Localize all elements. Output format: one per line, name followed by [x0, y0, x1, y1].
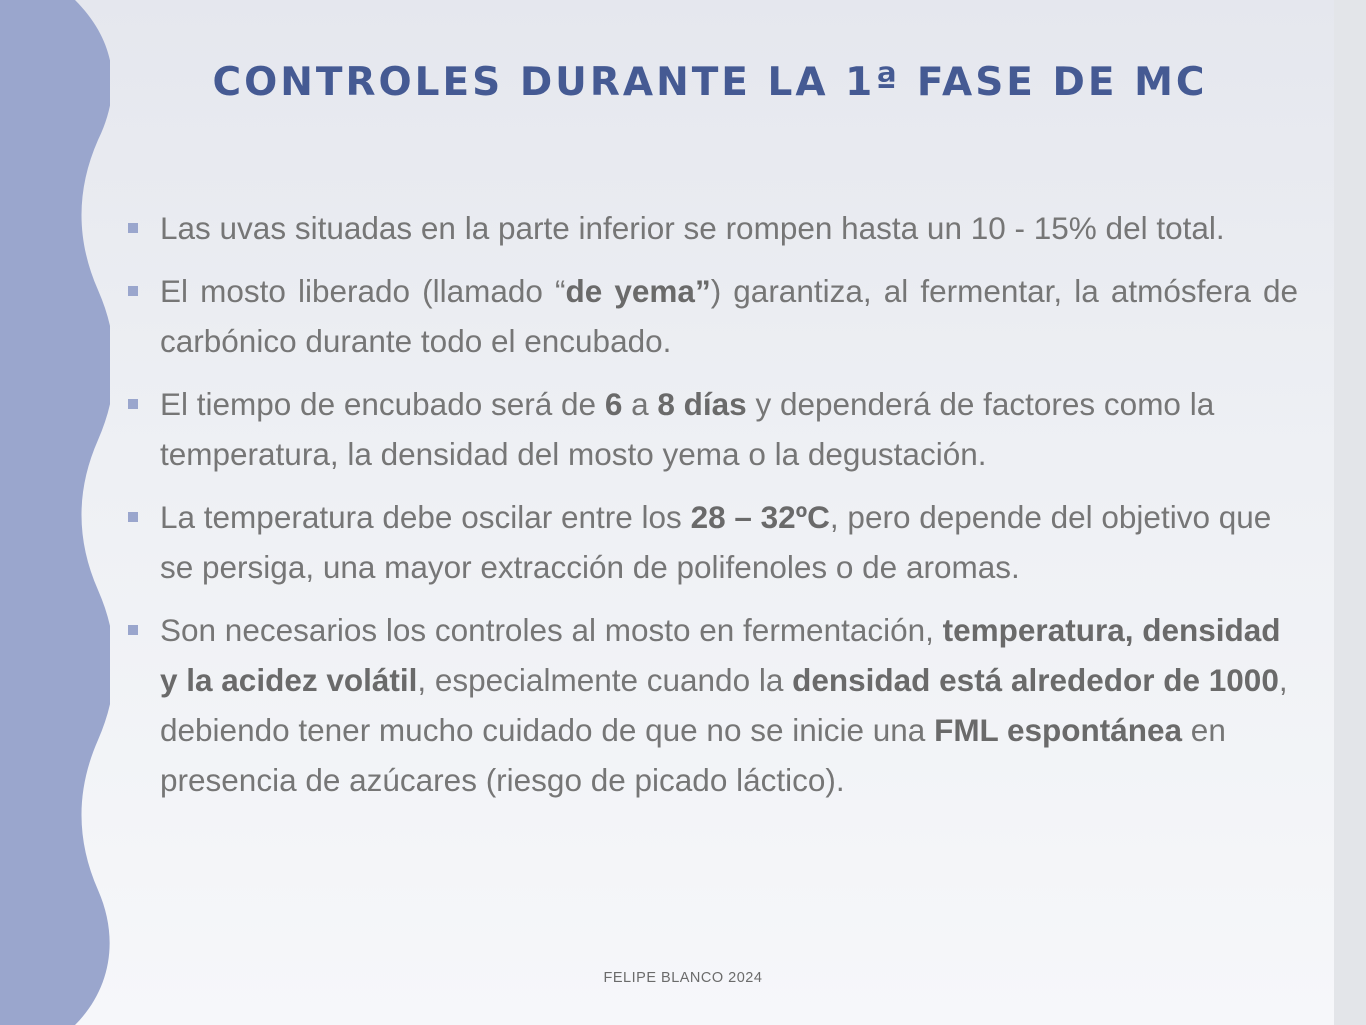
bullet-text: Las uvas situadas en la parte inferior se rompen hasta un 10 - 15% del total.: [160, 210, 1225, 246]
bullet-text: La temperatura debe oscilar entre los: [160, 499, 691, 535]
bullet-text: ) garantiza, al fermentar, la atmósfera de carbónico durante todo el encubado.: [160, 273, 1299, 359]
wave-decoration: [0, 0, 110, 1025]
bullet-bold-text: FML espontánea: [934, 712, 1183, 748]
bullet-bold-text: de yema”: [565, 273, 711, 309]
bullet-bold-text: 8 días: [657, 386, 747, 422]
bullet-item: [125, 203, 1298, 253]
right-edge-strip: [1334, 0, 1366, 1025]
bullet-bold-text: temperatura, densidad y la acidez volátil: [160, 612, 1281, 698]
bullet-item: [125, 266, 1298, 366]
bullet-text: El mosto liberado (llamado “: [160, 273, 566, 309]
bullet-text: a: [622, 386, 658, 422]
bullet-list: [125, 203, 1298, 818]
bullet-text: , debiendo tener mucho cuidado de que no se inicie una: [160, 662, 1288, 748]
bullet-square-icon: [128, 512, 138, 522]
slide-title: CONTROLES DURANTE LA 1ª FASE DE MC: [212, 60, 1208, 105]
bullet-text: , especialmente cuando la: [417, 662, 793, 698]
bullet-bold-text: 28 – 32ºC: [690, 499, 830, 535]
bullet-text: y dependerá de factores como la temperatura, la densidad del mosto yema o la degustación.: [160, 386, 1215, 472]
bullet-square-icon: [128, 399, 138, 409]
footer-author: FELIPE BLANCO 2024: [603, 970, 763, 986]
bullet-text: , pero depende del objetivo que se persiga, una mayor extracción de polifenoles o de aromas.: [160, 499, 1272, 585]
bullet-item: [125, 379, 1298, 479]
bullet-text: en presencia de azúcares (riesgo de picado láctico).: [160, 712, 1226, 798]
bullet-item: [125, 492, 1298, 592]
bullet-text: Son necesarios los controles al mosto en fermentación,: [160, 612, 943, 648]
bullet-square-icon: [128, 625, 138, 635]
bullet-item: [125, 605, 1298, 805]
bullet-bold-text: densidad está alrededor de 1000: [792, 662, 1279, 698]
bullet-square-icon: [128, 286, 138, 296]
bullet-text: El tiempo de encubado será de: [160, 386, 605, 422]
bullet-bold-text: 6: [604, 386, 623, 422]
bullet-square-icon: [128, 223, 138, 233]
